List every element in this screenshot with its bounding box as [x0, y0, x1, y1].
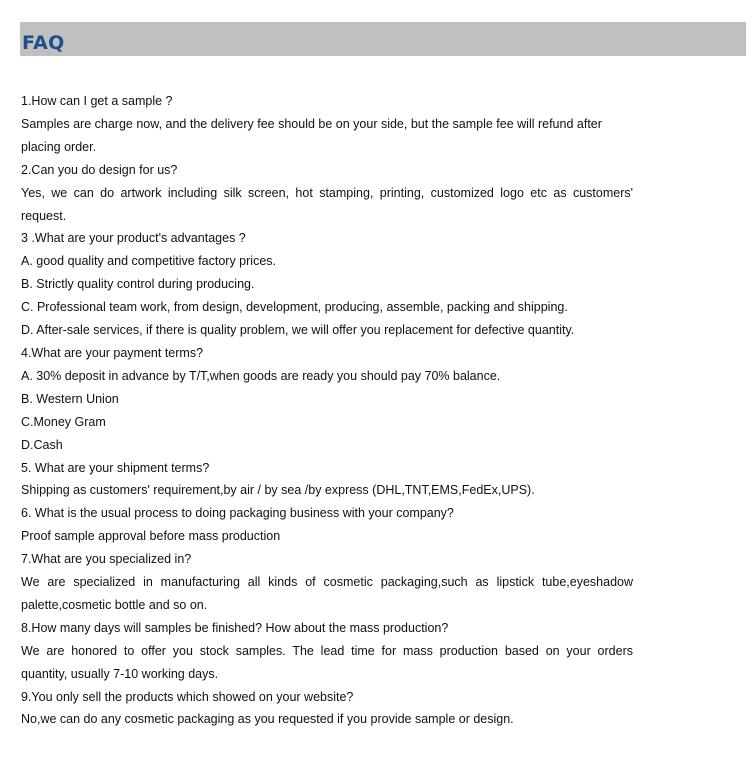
faq-question-9: 9.You only sell the products which showed on your website? [21, 689, 354, 704]
faq-answer-9: No,we can do any cosmetic packaging as you requested if you provide sample or design. [21, 712, 514, 727]
faq-answer-8-line-1: We are honored to offer you stock samples. The lead time for mass production based on your orders [21, 643, 633, 658]
faq-answer-8-line-2: quantity, usually 7-10 working days. [21, 666, 219, 681]
faq-header-bar [20, 22, 746, 56]
faq-answer-1-line-1: Samples are charge now, and the delivery fee should be on your side, but the sample fee will refund after [21, 116, 602, 131]
faq-answer-1-line-2: placing order. [21, 139, 97, 154]
faq-answer-4-b: B. Western Union [21, 391, 119, 406]
faq-question-3: 3 .What are your product's advantages ? [21, 231, 246, 246]
faq-answer-2-line-1: Yes, we can do artwork including silk screen, hot stamping, printing, customized logo etc as customers' [21, 185, 633, 200]
faq-question-8: 8.How many days will samples be finished? How about the mass production? [21, 620, 449, 635]
faq-answer-5: Shipping as customers' requirement,by air / by sea /by express (DHL,TNT,EMS,FedEx,UPS). [21, 483, 535, 498]
faq-content [21, 90, 661, 731]
faq-answer-3-d: D. After-sale services, if there is quality problem, we will offer you replacement for defective quantity. [21, 323, 575, 338]
faq-answer-3-a: A. good quality and competitive factory prices. [21, 254, 276, 269]
faq-question-1: 1.How can I get a sample ? [21, 94, 173, 108]
faq-answer-3-c: C. Professional team work, from design, development, producing, assemble, packing and shipping. [21, 300, 568, 315]
faq-question-4: 4.What are your payment terms? [21, 345, 204, 360]
faq-answer-7-line-1: We are specialized in manufacturing all kinds of cosmetic packaging,such as lipstick tube,eyeshadow [21, 575, 633, 590]
faq-answer-3-b: B. Strictly quality control during producing. [21, 277, 255, 292]
faq-answer-4-a: A. 30% deposit in advance by T/T,when goods are ready you should pay 70% balance. [21, 368, 501, 383]
faq-question-6: 6. What is the usual process to doing packaging business with your company? [21, 506, 454, 521]
faq-answer-4-d: D.Cash [21, 437, 63, 452]
faq-question-5: 5. What are your shipment terms? [21, 460, 210, 475]
faq-answer-2-line-2: request. [21, 208, 67, 223]
faq-answer-4-c: C.Money Gram [21, 414, 106, 429]
faq-question-7: 7.What are you specialized in? [21, 552, 192, 567]
faq-answer-7-line-2: palette,cosmetic bottle and so on. [21, 597, 208, 612]
faq-answer-6: Proof sample approval before mass production [21, 529, 281, 544]
page-title: FAQ [22, 32, 65, 54]
faq-question-2: 2.Can you do design for us? [21, 162, 178, 177]
